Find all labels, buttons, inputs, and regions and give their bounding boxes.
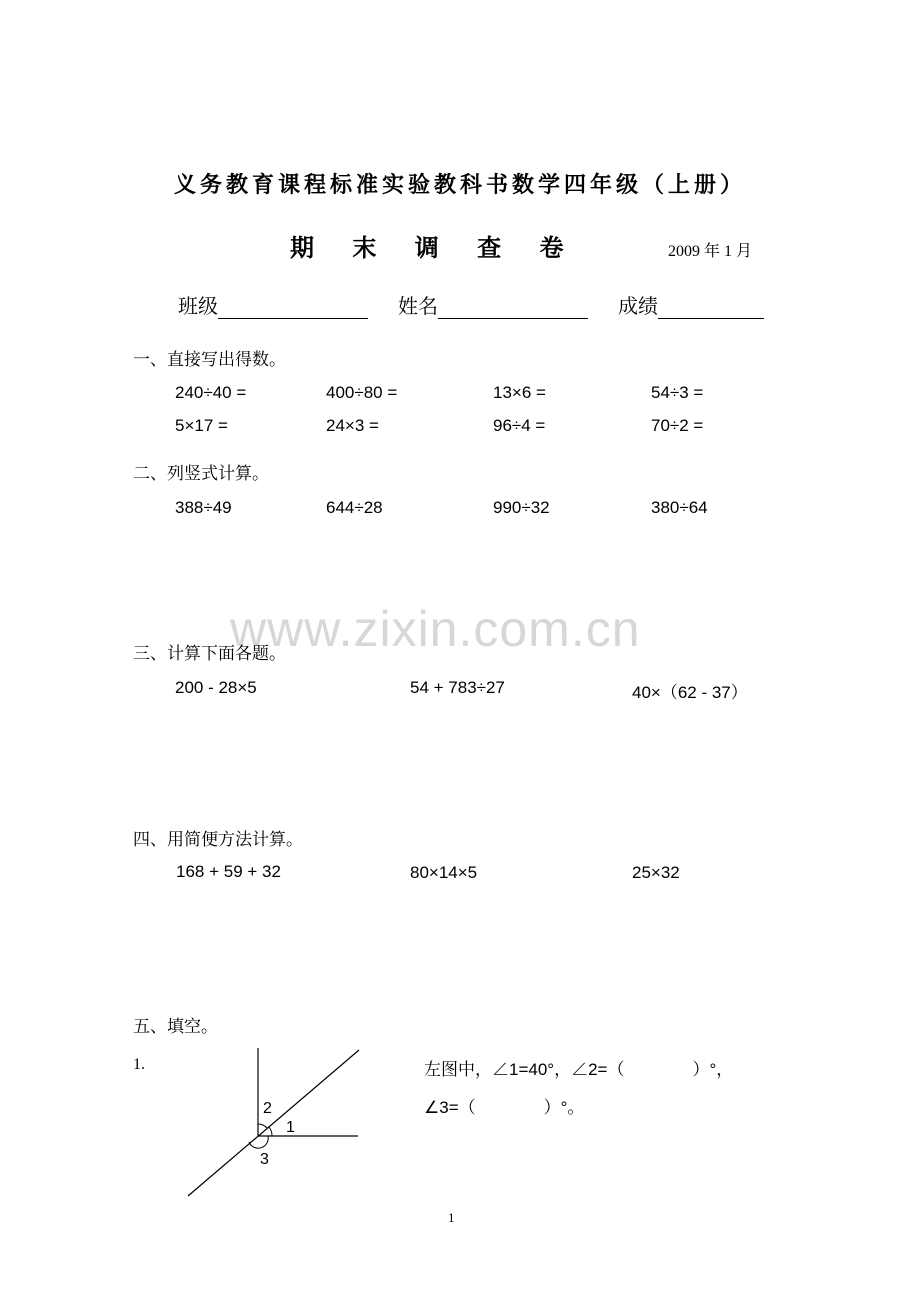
- angle-3-label: 3: [260, 1151, 269, 1168]
- question: 80×14×5: [410, 863, 478, 882]
- angle-1-arc: [269, 1127, 272, 1136]
- question: 40×（62 - 37）: [632, 683, 748, 702]
- name-blank[interactable]: [438, 294, 588, 319]
- section-5-heading: 五、填空。: [133, 1017, 218, 1037]
- score-label: 成绩: [618, 294, 658, 318]
- name-label: 姓名: [398, 294, 438, 318]
- score-field[interactable]: [618, 290, 764, 319]
- document-title: 义务教育课程标准实验教科书数学四年级（上册）: [173, 173, 746, 198]
- question: 5×17 =: [175, 416, 228, 435]
- watermark: www.zixin.com.cn: [230, 601, 641, 657]
- subtitle-char: 期: [290, 234, 314, 262]
- question: 54÷3 =: [651, 383, 704, 402]
- angle-1-label: 1: [286, 1119, 295, 1136]
- class-label: 班级: [178, 294, 218, 318]
- question: 990÷32: [493, 498, 550, 517]
- question: 388÷49: [175, 498, 232, 517]
- exam-subtitle: [290, 228, 593, 263]
- question: 13×6 =: [493, 383, 546, 402]
- section-1-heading: 一、直接写出得数。: [133, 350, 286, 370]
- question: 240÷40 =: [175, 383, 247, 402]
- question: 644÷28: [326, 498, 383, 517]
- subtitle-char: 卷: [539, 234, 564, 262]
- item-number: 1.: [133, 1056, 145, 1073]
- exam-date: 2009 年 1 月: [668, 243, 753, 260]
- section-2-heading: 二、列竖式计算。: [133, 464, 269, 484]
- angle-diagram: [180, 1040, 370, 1205]
- question: 24×3 =: [326, 416, 379, 435]
- class-blank[interactable]: [218, 294, 368, 319]
- question: 400÷80 =: [326, 383, 398, 402]
- fill-line-2: ∠3=（ ）°。: [424, 1098, 585, 1117]
- angle-2-label: 2: [263, 1100, 272, 1117]
- question: 200 - 28×5: [175, 678, 257, 697]
- question: 168 + 59 + 32: [176, 862, 281, 881]
- score-blank[interactable]: [658, 294, 764, 319]
- fill-line-1: 左图中，∠1=40°，∠2=（ ）°，: [424, 1060, 734, 1079]
- section-4-heading: 四、用简便方法计算。: [133, 830, 303, 850]
- subtitle-char: 末: [352, 234, 377, 262]
- question: 25×32: [632, 863, 680, 882]
- question: 54 + 783÷27: [410, 678, 505, 697]
- question: 96÷4 =: [493, 416, 546, 435]
- subtitle-char: 调: [414, 234, 439, 262]
- page-number: 1: [448, 1210, 455, 1225]
- question: 380÷64: [651, 498, 708, 517]
- question: 70÷2 =: [651, 416, 704, 435]
- diagonal-line: [188, 1050, 359, 1196]
- section-3-heading: 三、计算下面各题。: [133, 644, 286, 664]
- subtitle-char: 查: [477, 234, 502, 262]
- class-field[interactable]: [178, 290, 368, 319]
- angle-2-arc: [258, 1124, 267, 1128]
- name-field[interactable]: [398, 290, 588, 319]
